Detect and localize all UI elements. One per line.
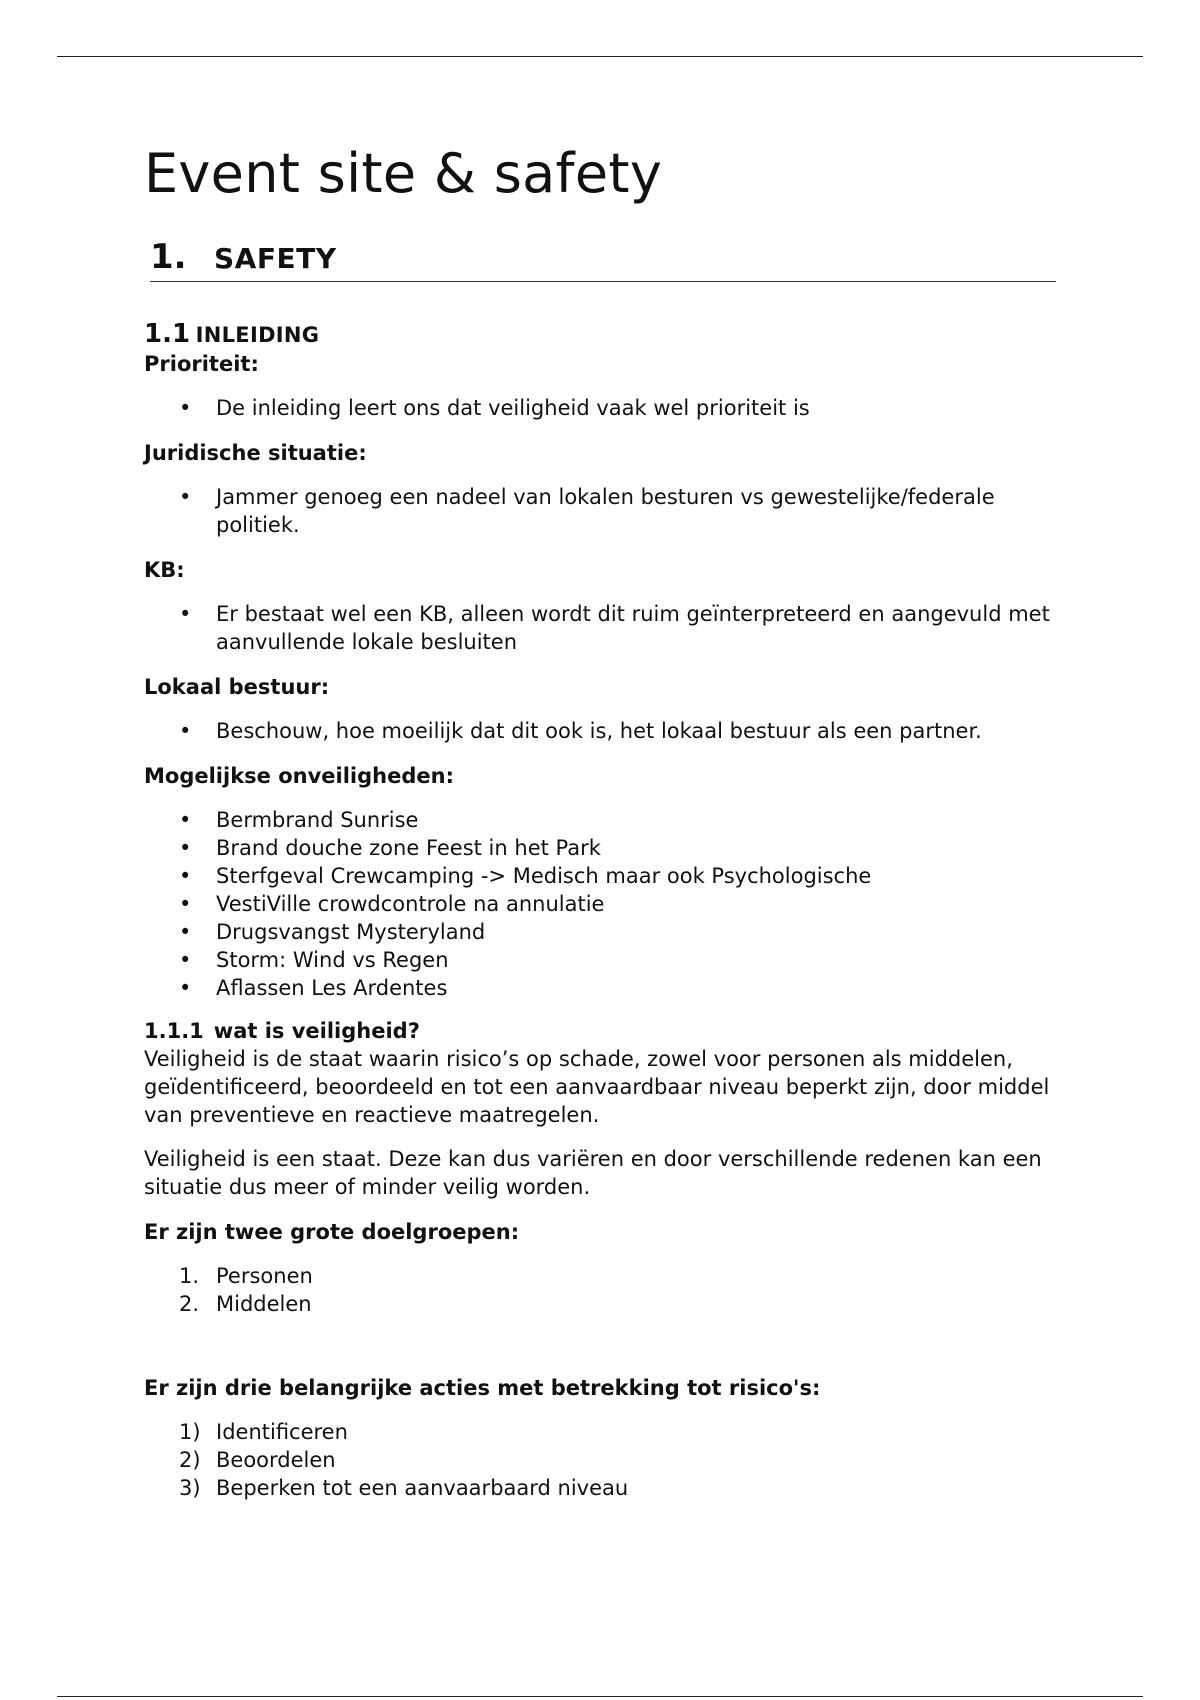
list-item: • Aflassen Les Ardentes — [179, 976, 448, 1001]
list-marker: 2) — [179, 1448, 201, 1473]
list-item: • Brand douche zone Feest in het Park — [179, 836, 601, 861]
section-title: SAFETY — [214, 241, 337, 275]
paragraph-staat: Veiligheid is een staat. Deze kan dus variëren en door verschillende redenen kan een situatie dus meer of minder veilig worden. — [144, 1147, 1042, 1200]
label-kb: KB: — [144, 558, 185, 583]
document-title: Event site & safety — [144, 142, 663, 205]
list-juridische-situatie — [144, 483, 1056, 539]
list-item: 1) Identificeren — [179, 1420, 348, 1445]
bullet-icon: • — [179, 485, 192, 510]
label-acties: Er zijn drie belangrijke acties met betrekking tot risico's: — [144, 1376, 821, 1401]
list-item: • VestiVille crowdcontrole na annulatie — [179, 892, 605, 917]
bullet-icon: • — [179, 864, 192, 889]
subsection-heading-inleiding — [144, 320, 1056, 349]
list-kb — [144, 600, 1056, 656]
bullet-icon: • — [179, 892, 192, 917]
list-item: • De inleiding leert ons dat veiligheid vaak wel prioriteit is — [179, 396, 810, 421]
list-item: • Er bestaat wel een KB, alleen wordt dit ruim geïnterpreteerd en aangevuld met aanvullende lokale besluiten — [179, 602, 1050, 655]
list-item: 3) Beperken tot een aanvaarbaard niveau — [179, 1476, 629, 1501]
bullet-icon: • — [179, 602, 192, 627]
bullet-icon: • — [179, 836, 192, 861]
list-item: 2. Middelen — [179, 1292, 312, 1317]
label-doelgroepen: Er zijn twee grote doelgroepen: — [144, 1220, 520, 1245]
bullet-icon: • — [179, 976, 192, 1001]
section-heading-safety — [150, 237, 1056, 282]
list-marker: 3) — [179, 1476, 201, 1501]
label-mogelijkse-onveiligheden: Mogelijkse onveiligheden: — [144, 764, 454, 789]
list-doelgroepen — [144, 1262, 1056, 1318]
bullet-icon: • — [179, 948, 192, 973]
list-item: • Storm: Wind vs Regen — [179, 948, 449, 973]
list-item: 1. Personen — [179, 1264, 313, 1289]
subsubsection-heading-wat-is-veiligheid — [144, 1017, 1056, 1045]
list-marker: 1. — [179, 1264, 200, 1289]
label-lokaal-bestuur: Lokaal bestuur: — [144, 675, 330, 700]
subsubsection-number: 1.1.1 — [144, 1019, 204, 1044]
subsection-number: 1.1 — [144, 318, 191, 349]
bullet-icon: • — [179, 719, 192, 744]
list-item: • Jammer genoeg een nadeel van lokalen besturen vs gewestelijke/federale politiek. — [179, 485, 995, 538]
subsection-title: INLEIDING — [195, 322, 320, 347]
list-marker: 2. — [179, 1292, 200, 1317]
footer-rule — [57, 1696, 1143, 1697]
section-number: 1. — [150, 236, 187, 277]
header-rule — [57, 56, 1143, 57]
list-acties — [144, 1418, 1056, 1502]
list-item: • Bermbrand Sunrise — [179, 808, 419, 833]
list-item: • Drugsvangst Mysteryland — [179, 920, 486, 945]
list-mogelijkse-onveiligheden — [144, 806, 1056, 1002]
label-prioriteit: Prioriteit: — [144, 352, 259, 377]
subsubsection-title: wat is veiligheid? — [213, 1019, 420, 1044]
bullet-icon: • — [179, 396, 192, 421]
paragraph-definition: Veiligheid is de staat waarin risico’s op schade, zowel voor personen als middelen, geïdentificeerd, beoordeeld en tot een aanvaardbaar niveau beperkt zijn, door middel van preventieve en reactieve maatregelen. — [144, 1047, 1050, 1128]
list-lokaal-bestuur — [144, 717, 1056, 745]
list-prioriteit — [144, 394, 1056, 422]
list-item: 2) Beoordelen — [179, 1448, 336, 1473]
list-item: • Beschouw, hoe moeilijk dat dit ook is, het lokaal bestuur als een partner. — [179, 719, 982, 744]
list-item: • Sterfgeval Crewcamping -> Medisch maar ook Psychologische — [179, 864, 872, 889]
bullet-icon: • — [179, 808, 192, 833]
label-juridische-situatie: Juridische situatie: — [144, 441, 367, 466]
bullet-icon: • — [179, 920, 192, 945]
list-marker: 1) — [179, 1420, 201, 1445]
document-body — [144, 130, 1056, 1502]
